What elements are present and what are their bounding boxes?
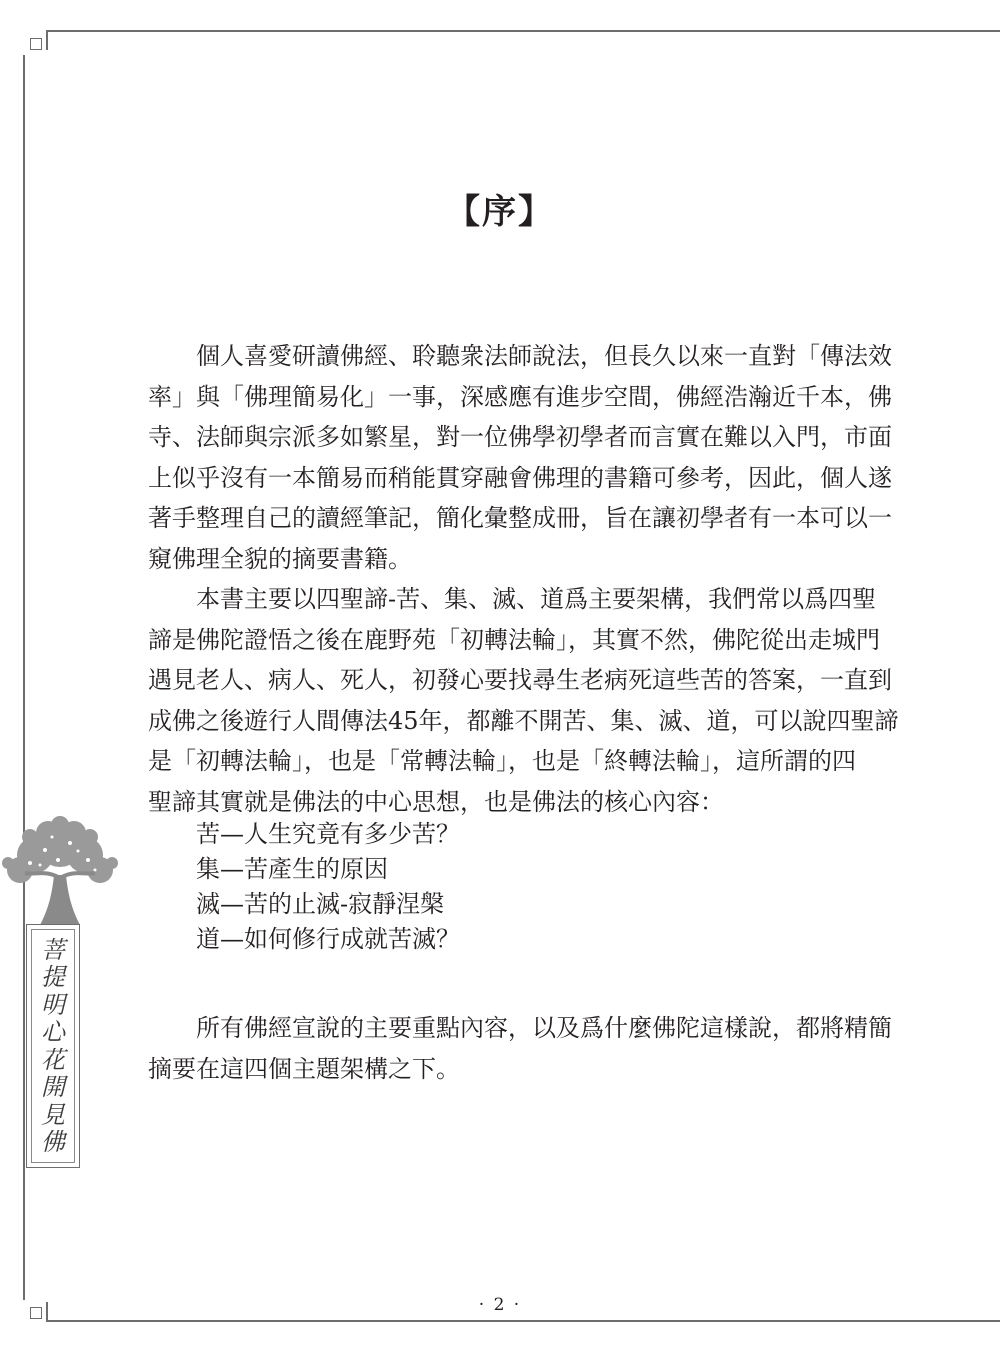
body-text xyxy=(148,336,899,822)
frame-top-line xyxy=(46,30,1000,32)
sidebar-char: 菩 xyxy=(41,935,65,964)
paragraph-2 xyxy=(148,579,899,822)
text-line: 遇見老人、病人、死人，初發心要找尋生老病死這些苦的答案，一直到 xyxy=(148,666,892,694)
paragraph-1 xyxy=(148,336,892,579)
page-number: · 2 · xyxy=(478,1295,522,1315)
list-item: 滅—苦的止滅-寂靜涅槃 xyxy=(196,890,445,918)
text-line: 摘要在這四個主題架構之下。 xyxy=(148,1054,460,1083)
frame-bottom-line xyxy=(46,1320,1000,1322)
sidebar-book-title-inner xyxy=(31,929,75,1163)
text-line: 寺、法師與宗派多如繁星，對一位佛學初學者而言實在難以入門，市面 xyxy=(148,423,892,451)
sidebar-char: 花 xyxy=(41,1045,65,1074)
text-line: 上似乎沒有一本簡易而稍能貫穿融會佛理的書籍可參考，因此，個人遂 xyxy=(148,463,892,492)
text-line: 是「初轉法輪」，也是「常轉法輪」，也是「終轉法輪」，這所謂的四 xyxy=(148,747,856,775)
list-item: 苦—人生究竟有多少苦？ xyxy=(196,820,460,848)
frame-inner-left-line xyxy=(46,30,48,50)
text-line: 率」與「佛理簡易化」一事，深感應有進步空間，佛經浩瀚近千本，佛 xyxy=(148,382,892,411)
bodhi-tree-illustration xyxy=(0,815,120,930)
text-line: 所有佛經宣說的主要重點內容，以及爲什麼佛陀這樣說，都將精簡 xyxy=(196,1014,892,1042)
text-line: 聖諦其實就是佛法的中心思想，也是佛法的核心內容： xyxy=(148,787,724,816)
sidebar-book-title xyxy=(26,924,80,1168)
sidebar-char: 開 xyxy=(41,1073,65,1102)
sidebar-char: 提 xyxy=(41,963,65,992)
sidebar-char: 心 xyxy=(41,1018,65,1047)
sidebar-char: 佛 xyxy=(41,1128,65,1157)
text-line: 窺佛理全貌的摘要書籍。 xyxy=(148,544,412,573)
page-title: 【序】 xyxy=(446,192,554,232)
list-item: 集—苦產生的原因 xyxy=(196,855,388,883)
text-line: 本書主要以四聖諦-苦、集、滅、道爲主要架構，我們常以爲四聖 xyxy=(196,585,877,613)
text-line: 著手整理自己的讀經筆記，簡化彙整成冊，旨在讓初學者有一本可以一 xyxy=(148,504,892,532)
closing-paragraph xyxy=(148,1008,892,1089)
frame-left-line xyxy=(23,55,25,1300)
sidebar-char: 明 xyxy=(41,990,65,1019)
text-line: 成佛之後遊行人間傳法45年，都離不開苦、集、滅、道，可以說四聖諦 xyxy=(148,706,899,735)
list-item: 道—如何修行成就苦滅？ xyxy=(196,925,460,953)
text-line: 個人喜愛研讀佛經、聆聽衆法師說法，但長久以來一直對「傳法效 xyxy=(196,342,892,370)
text-line: 諦是佛陀證悟之後在鹿野苑「初轉法輪」，其實不然，佛陀從出走城門 xyxy=(148,625,880,654)
sidebar-char: 見 xyxy=(41,1100,65,1129)
frame-corner-top-left xyxy=(30,38,42,50)
four-truths-list xyxy=(196,817,460,957)
